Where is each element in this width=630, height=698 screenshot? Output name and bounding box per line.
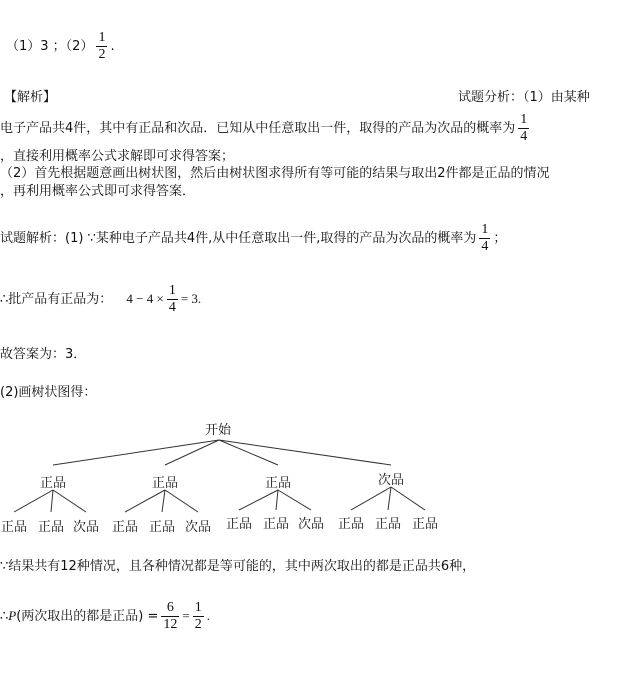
tree-level1-2: 正品 xyxy=(152,476,179,491)
solution-line5: ∵结果共有12种情况，且各种情况都是等可能的，其中两次取出的都是正品共6种， xyxy=(0,559,476,574)
solution-fraction-4: $\frac{1}{2}$ xyxy=(194,600,202,632)
tree-leaf: 次品 xyxy=(185,520,212,535)
answer-fraction: $\frac{1}{2}$ xyxy=(98,30,106,62)
tree-leaf: 正品 xyxy=(412,517,439,532)
tree-leaf: 正品 xyxy=(226,517,253,532)
analysis-line3: （2）首先根据题意画出树状图，然后由树状图求得所有等可能的结果与取出2件都是正品的情况 xyxy=(0,166,550,181)
tree-diagram xyxy=(0,415,630,540)
analysis-line4: ，再利用概率公式即可求得答案． xyxy=(0,184,196,199)
tree-level1-3: 正品 xyxy=(265,476,292,491)
solution-line1: 试题解析：(1) ∵某种电子产品共4件,从中任意取出一件,取得的产品为次品的概率为 $\frac{1}{4}$ ； xyxy=(0,222,507,254)
analysis-line1: 电子产品共4件，其中有正品和次品．已知从中任意取出一件，取得的产品为次品的概率为 $\frac{1}{4}$ xyxy=(0,112,528,144)
tree-leaf: 次品 xyxy=(73,520,100,535)
answer-line: （1）3 ；（2） $\frac{1}{2}$ . xyxy=(6,30,115,62)
solution-fraction-1: $\frac{1}{4}$ xyxy=(481,222,489,254)
solution-line2: ∴批产品有正品为： 4 − 4 × $\frac{1}{4}$ = 3. xyxy=(0,283,202,315)
analysis-line2: ，直接利用概率公式求解即可求得答案； xyxy=(0,149,235,164)
analysis-intro: 试题分析：（1）由某种 xyxy=(458,90,590,105)
tree-level1-1: 正品 xyxy=(40,476,67,491)
tree-leaf: 正品 xyxy=(263,517,290,532)
tree-leaf: 正品 xyxy=(375,517,402,532)
tree-leaf: 正品 xyxy=(112,520,139,535)
tree-leaf: 正品 xyxy=(38,520,65,535)
solution-fraction-3: $\frac{6}{12}$ xyxy=(163,600,178,632)
analysis-heading: 【解析】 xyxy=(4,90,57,105)
answer-part1: （1）3 ；（2） xyxy=(6,39,94,54)
analysis-fraction: $\frac{1}{4}$ xyxy=(520,112,528,144)
tree-leaf: 次品 xyxy=(298,517,325,532)
tree-leaf: 正品 xyxy=(338,517,365,532)
tree-leaf: 正品 xyxy=(149,520,176,535)
solution-line4: (2)画树状图得： xyxy=(0,385,97,400)
tree-level1-4: 次品 xyxy=(378,473,405,488)
solution-fraction-2: $\frac{1}{4}$ xyxy=(168,283,176,315)
solution-line3: 故答案为：3． xyxy=(0,347,87,362)
tree-root: 开始 xyxy=(205,423,232,438)
tree-leaf: 正品 xyxy=(1,520,28,535)
solution-line6: ∴P(两次取出的都是正品) = $\frac{6}{12}$ = $\frac{1}{2}$ . xyxy=(0,600,210,632)
